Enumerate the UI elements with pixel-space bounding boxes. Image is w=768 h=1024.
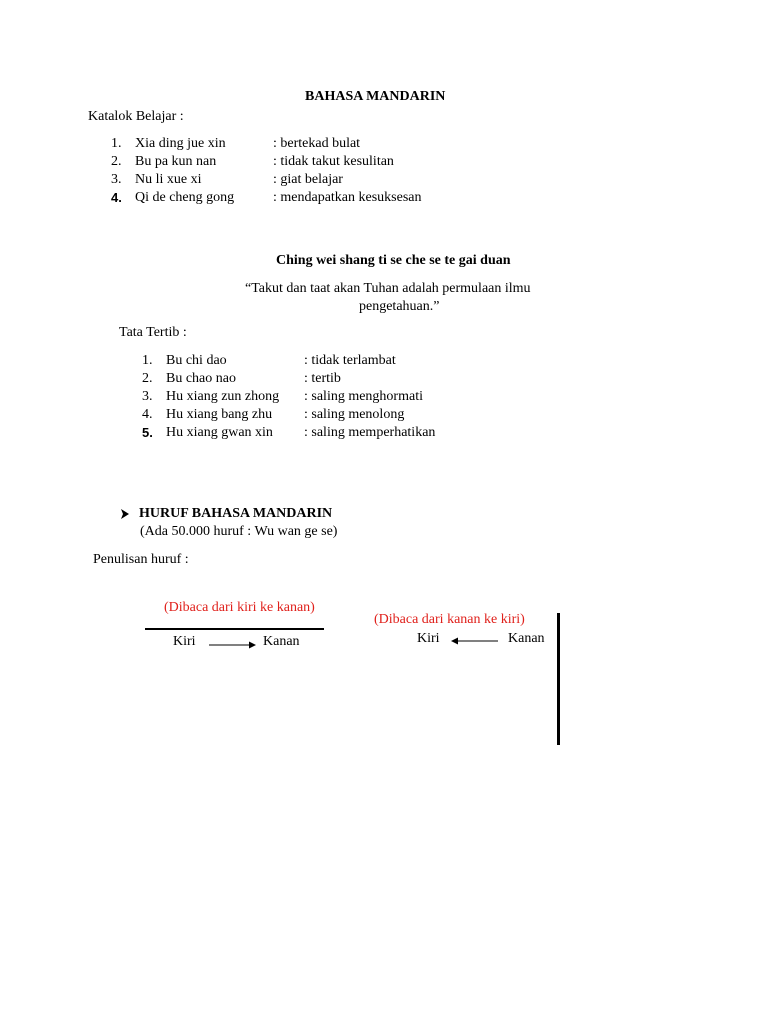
list-number: 5.	[142, 425, 153, 440]
penulisan-heading: Penulisan huruf :	[93, 552, 189, 567]
term-meaning: : saling memperhatikan	[304, 425, 436, 440]
vertical-writing-line	[557, 613, 560, 745]
left-arrow-icon	[450, 636, 498, 646]
list-item	[111, 154, 511, 172]
mandarin-term: Qi de cheng gong	[135, 190, 235, 205]
right-to-left-caption: (Dibaca dari kanan ke kiri)	[374, 612, 525, 627]
list-number: 2.	[111, 154, 122, 169]
list-number: 1.	[111, 136, 122, 151]
horizontal-writing-line	[145, 628, 324, 630]
list-number: 3.	[142, 389, 153, 404]
term-meaning: : saling menghormati	[304, 389, 423, 404]
huruf-subtext: (Ada 50.000 huruf : Wu wan ge se)	[140, 524, 338, 539]
term-meaning: : saling menolong	[304, 407, 405, 422]
mandarin-term: Hu xiang bang zhu	[166, 407, 273, 422]
mandarin-term: Bu pa kun nan	[135, 154, 217, 169]
list-number: 2.	[142, 371, 153, 386]
motto-quote-line2: pengetahuan.”	[359, 299, 440, 314]
katalog-heading: Katalok Belajar :	[88, 109, 184, 124]
list-item	[111, 190, 511, 208]
term-meaning: : tidak terlambat	[304, 353, 396, 368]
mandarin-term: Nu li xue xi	[135, 172, 202, 187]
list-number: 4.	[142, 407, 153, 422]
term-meaning: : tertib	[304, 371, 341, 386]
mandarin-term: Bu chao nao	[166, 371, 236, 386]
list-number: 1.	[142, 353, 153, 368]
right-arrow-icon	[209, 640, 257, 650]
left-to-right-caption: (Dibaca dari kiri ke kanan)	[164, 600, 315, 615]
list-number: 4.	[111, 190, 122, 205]
term-meaning: : bertekad bulat	[273, 136, 361, 151]
mandarin-term: Hu xiang zun zhong	[166, 389, 280, 404]
term-meaning: : tidak takut kesulitan	[273, 154, 394, 169]
motto-quote-line1: “Takut dan taat akan Tuhan adalah permulaan ilmu	[245, 281, 531, 296]
list-item	[142, 353, 542, 371]
list-item	[142, 425, 542, 443]
mandarin-term: Bu chi dao	[166, 353, 227, 368]
right-to-label: Kanan	[508, 631, 545, 646]
right-from-label: Kiri	[417, 631, 440, 646]
left-from-label: Kiri	[173, 634, 196, 649]
motto-heading: Ching wei shang ti se che se te gai duan	[276, 253, 511, 268]
huruf-heading: HURUF BAHASA MANDARIN	[139, 506, 333, 521]
mandarin-term: Xia ding jue xin	[135, 136, 226, 151]
left-to-label: Kanan	[263, 634, 300, 649]
list-item	[142, 407, 542, 425]
list-item	[111, 172, 511, 190]
tata-tertib-heading: Tata Tertib :	[119, 325, 187, 340]
list-item	[142, 389, 542, 407]
page-title: BAHASA MANDARIN	[305, 89, 446, 104]
term-meaning: : giat belajar	[273, 172, 343, 187]
list-number: 3.	[111, 172, 122, 187]
list-item	[142, 371, 542, 389]
term-meaning: : mendapatkan kesuksesan	[273, 190, 422, 205]
list-item	[111, 136, 511, 154]
arrowhead-bullet-icon	[120, 508, 130, 520]
mandarin-term: Hu xiang gwan xin	[166, 425, 273, 440]
